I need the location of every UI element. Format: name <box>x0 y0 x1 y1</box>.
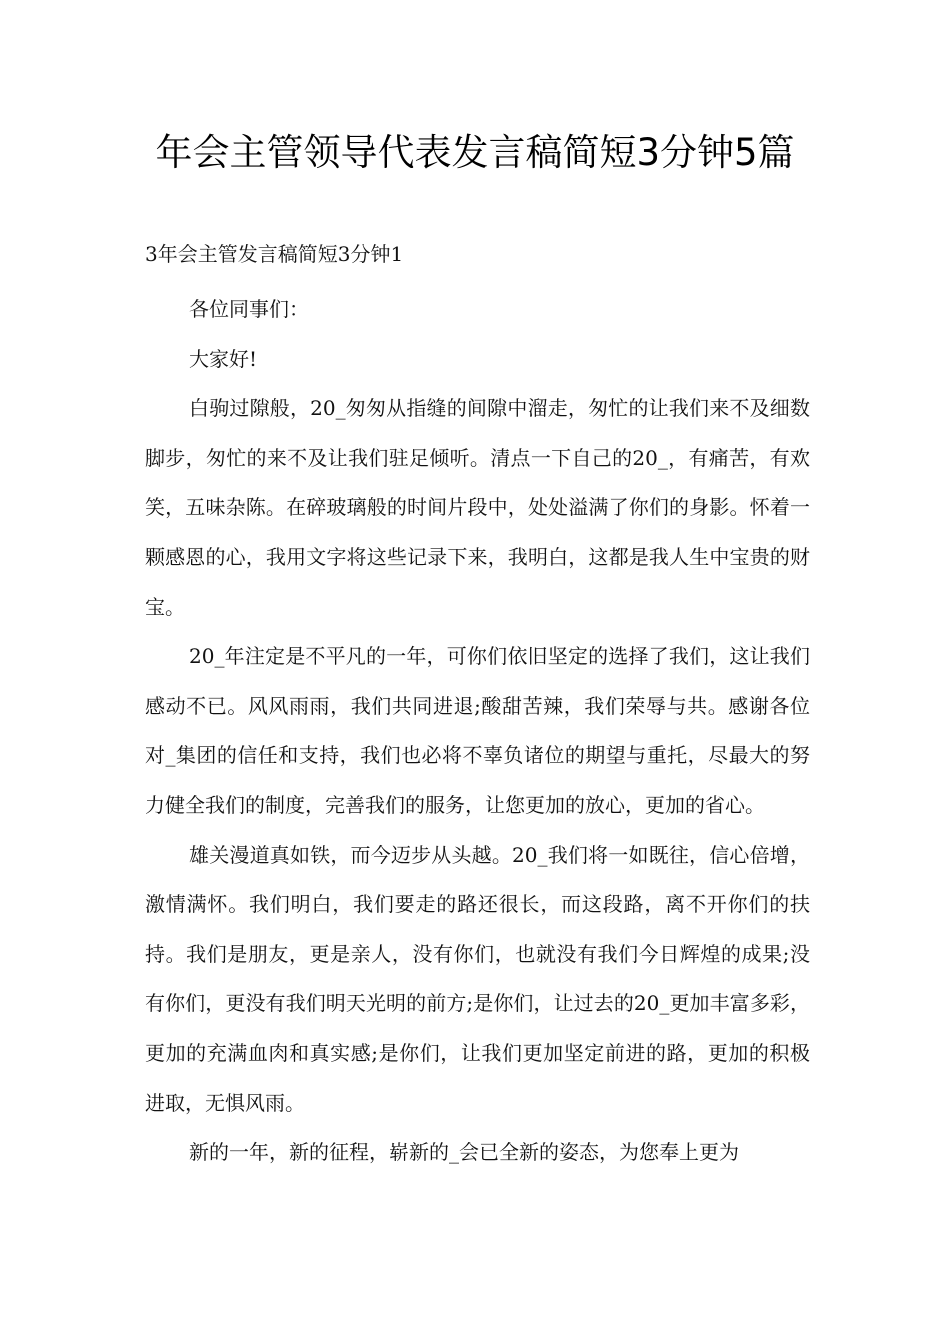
document-body <box>145 285 810 1178</box>
document-title: 年会主管领导代表发言稿简短3分钟5篇 <box>155 131 795 174</box>
greeting-paragraph: 大家好! <box>189 346 258 371</box>
body-paragraph: 新的一年，新的征程，崭新的_会已全新的姿态，为您奉上更为 <box>189 1140 739 1165</box>
body-paragraph: 雄关漫道真如铁，而今迈步从头越。20_我们将一如既往，信心倍增，激情满怀。我们明白，我们要走的路还很长，而这段路，离不开你们的扶持。我们是朋友，更是亲人，没有你们，也就没有我们今日辉煌的成果;没有你们，更没有我们明天光明的前方;是你们，让过去的20_更加丰富多彩，更加的充满血肉和真实感;是你们，让我们更加坚定前进的路，更加的积极进取，无惧风雨。 <box>145 842 810 1115</box>
body-paragraph: 白驹过隙般，20_匆匆从指缝的间隙中溜走，匆忙的让我们来不及细数脚步，匆忙的来不及让我们驻足倾听。清点一下自己的20_，有痛苦，有欢笑，五味杂陈。在碎玻璃般的时间片段中，处处溢满了你们的身影。怀着一颗感恩的心，我用文字将这些记录下来，我明白，这都是我人生中宝贵的财宝。 <box>145 396 810 619</box>
section-subtitle: 3年会主管发言稿简短3分钟1 <box>145 242 404 266</box>
salutation-paragraph: 各位同事们： <box>189 297 309 321</box>
body-paragraph: 20_年注定是不平凡的一年，可你们依旧坚定的选择了我们，这让我们感动不已。风风雨雨，我们共同进退;酸甜苦辣，我们荣辱与共。感谢各位对_集团的信任和支持，我们也必将不辜负诸位的期望与重托，尽最大的努力健全我们的制度，完善我们的服务，让您更加的放心，更加的省心。 <box>145 644 810 817</box>
